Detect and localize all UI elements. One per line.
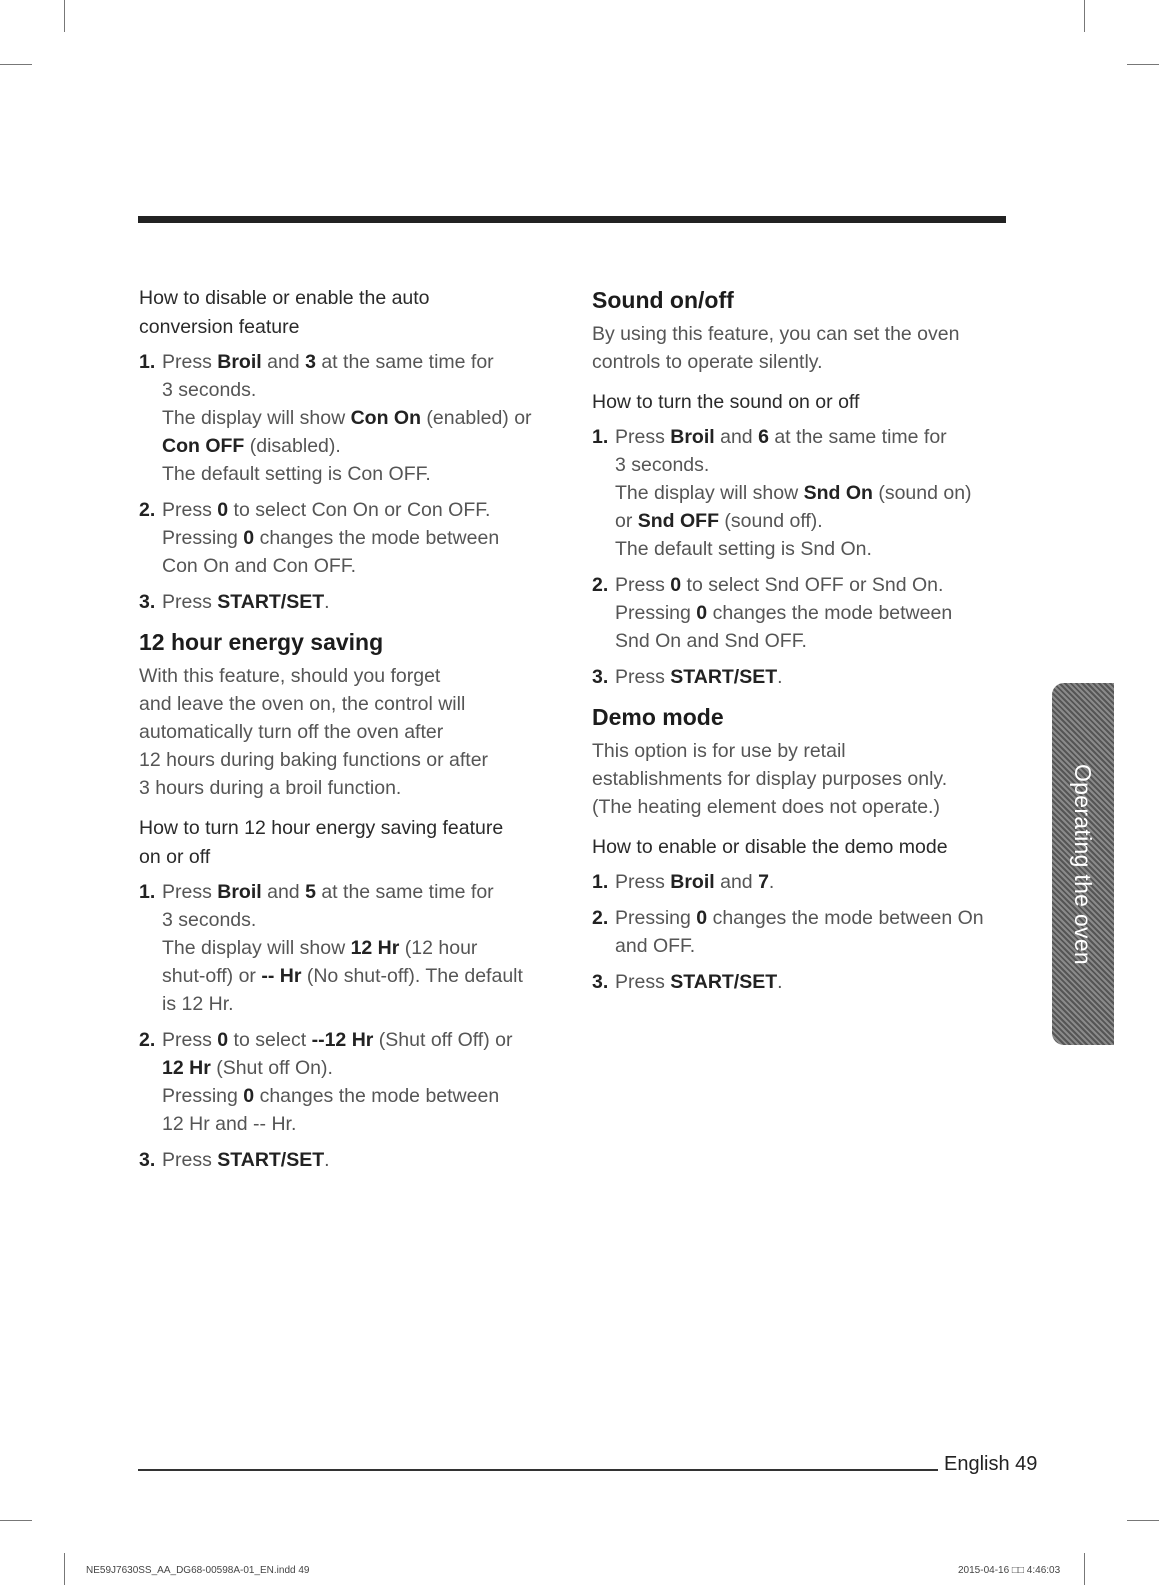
left-column (139, 284, 559, 1182)
right-column (592, 284, 1012, 1004)
sound-step-2: 2. Press 0 to select Snd OFF or Snd On. Pressing 0 changes the mode between Snd On and Snd OFF. (592, 574, 953, 652)
energy-saving-description: With this feature, should you forget and leave the oven on, the control will automatically turn off the oven after 12 hours during baking functions or after 3 hours during a broil function. (139, 665, 489, 799)
crop-mark (0, 64, 32, 65)
energy-saving-step-2: 2. Press 0 to select --12 Hr (Shut off Off) or 12 Hr (Shut off On). Pressing 0 changes the mode between 12 Hr and -- Hr. (139, 1029, 513, 1135)
print-slug-date: 2015-04-16 □□ 4:46:03 (958, 1565, 1061, 1576)
crop-mark (1084, 1553, 1085, 1585)
header-rule (138, 216, 1006, 223)
auto-conversion-step-2: 2. Press 0 to select Con On or Con OFF. Pressing 0 changes the mode between Con On and Con OFF. (139, 499, 500, 577)
crop-mark (1127, 1520, 1159, 1521)
auto-conversion-step-3: 3. Press START/SET. (139, 591, 330, 613)
auto-conversion-step-1: 1. Press Broil and 3 at the same time for 3 seconds. The display will show Con On (enabled) or Con OFF (disabled). The default setting is Con OFF. (139, 351, 532, 485)
demo-mode-step-2: 2. Pressing 0 changes the mode between On and OFF. (592, 907, 984, 957)
chapter-side-tab (1052, 683, 1114, 1045)
chapter-side-tab-label: Operating the oven (1070, 763, 1097, 965)
sound-subheading: How to turn the sound on or off (592, 391, 860, 413)
auto-conversion-subheading: How to disable or enable the auto conversion feature (139, 287, 430, 338)
crop-mark (0, 1520, 32, 1521)
page-number: English 49 (944, 1453, 1038, 1475)
crop-mark (64, 1553, 65, 1585)
demo-mode-description: This option is for use by retail establishments for display purposes only. (The heating element does not operate.) (592, 740, 948, 818)
demo-mode-step-3: 3. Press START/SET. (592, 971, 783, 993)
energy-saving-subheading: How to turn 12 hour energy saving feature on or off (139, 817, 504, 868)
crop-mark (1084, 0, 1085, 32)
sound-step-1: 1. Press Broil and 6 at the same time for 3 seconds. The display will show Snd On (sound on) or Snd OFF (sound off). The default setting is Snd On. (592, 426, 972, 560)
crop-mark (1127, 64, 1159, 65)
energy-saving-step-3: 3. Press START/SET. (139, 1149, 330, 1171)
energy-saving-heading: 12 hour energy saving (139, 629, 384, 655)
sound-description: By using this feature, you can set the oven controls to operate silently. (592, 323, 960, 373)
demo-mode-heading: Demo mode (592, 704, 724, 730)
energy-saving-step-1: 1. Press Broil and 5 at the same time for 3 seconds. The display will show 12 Hr (12 hour shut-off) or -- Hr (No shut-off). The default is 12 Hr. (139, 881, 523, 1015)
sound-heading: Sound on/off (592, 287, 734, 313)
sound-step-3: 3. Press START/SET. (592, 666, 783, 688)
demo-mode-subheading: How to enable or disable the demo mode (592, 836, 948, 858)
footer-rule (138, 1469, 938, 1471)
demo-mode-step-1: 1. Press Broil and 7. (592, 871, 775, 893)
print-slug-file: NE59J7630SS_AA_DG68-00598A-01_EN.indd 49 (86, 1565, 310, 1576)
crop-mark (64, 0, 65, 32)
